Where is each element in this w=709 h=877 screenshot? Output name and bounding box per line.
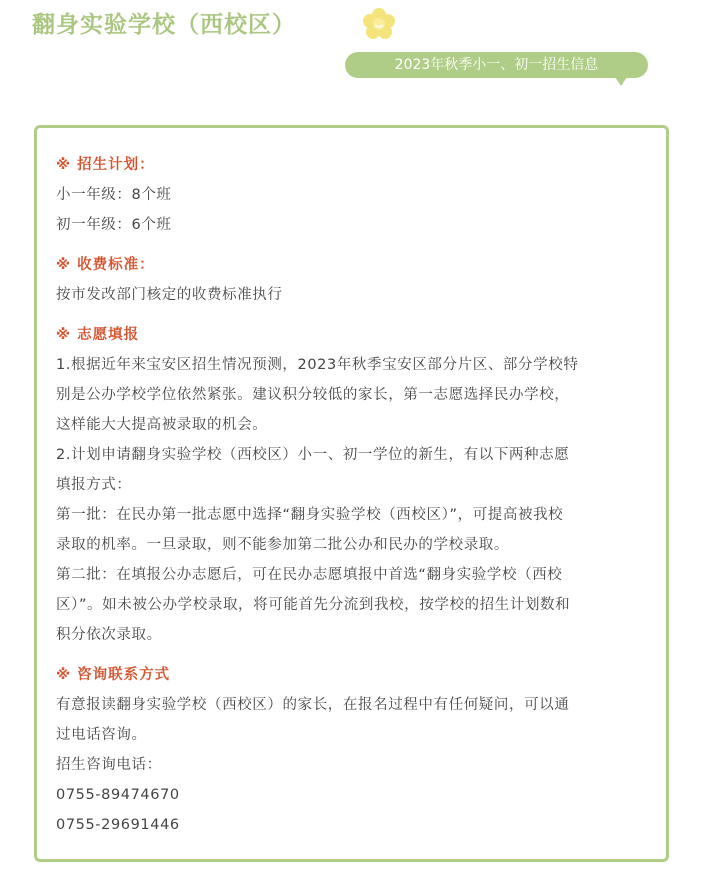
application-line: 第二批：在填报公办志愿后，可在民办志愿填报中首选“翻身实验学校（西校: [56, 567, 563, 583]
contact-line: 有意报读翻身实验学校（西校区）的家长，在报名过程中有任何疑问，可以通: [56, 697, 570, 713]
application-line: 别是公办学校学位依然紧张。建议积分较低的家长，第一志愿选择民办学校，: [56, 387, 570, 403]
fee-line: 按市发改部门核定的收费标准执行: [56, 287, 283, 303]
application-line: 填报方式：: [56, 477, 132, 493]
application-line: 1.根据近年来宝安区招生情况预测，2023年秋季宝安区部分片区、部分学校特: [56, 357, 579, 373]
application-line: 区）”。如未被公办学校录取，将可能首先分流到我校，按学校的招生计划数和: [56, 597, 571, 613]
application-line: 第一批：在民办第一批志愿中选择“翻身实验学校（西校区）”，可提高被我校: [56, 507, 564, 523]
banner-tail: [615, 77, 627, 86]
phone-number: 0755-89474670: [56, 787, 180, 803]
flower-icon: [361, 6, 397, 42]
application-line: 录取的机率。一旦录取，则不能参加第二批公办和民办的学校录取。: [56, 537, 509, 553]
section-heading-contact: ※ 咨询联系方式: [56, 667, 171, 683]
enrollment-banner: 2023年秋季小一、初一招生信息: [345, 52, 648, 78]
application-line: 这样能大大提高被录取的机会。: [56, 417, 268, 433]
section-heading-plan: ※ 招生计划：: [56, 157, 155, 173]
card-content: [56, 150, 648, 840]
section-heading-fee: ※ 收费标准：: [56, 257, 155, 273]
info-card: [34, 125, 669, 862]
plan-line: 小一年级：8个班: [56, 187, 172, 203]
application-line: 2.计划申请翻身实验学校（西校区）小一、初一学位的新生，有以下两种志愿: [56, 447, 570, 463]
school-title: 翻身实验学校（西校区）: [32, 12, 296, 38]
contact-line: 招生咨询电话：: [56, 757, 162, 773]
plan-line: 初一年级：6个班: [56, 217, 172, 233]
contact-line: 过电话咨询。: [56, 727, 147, 743]
section-heading-application: ※ 志愿填报: [56, 327, 140, 343]
application-line: 积分依次录取。: [56, 627, 162, 643]
phone-number: 0755-29691446: [56, 817, 180, 833]
